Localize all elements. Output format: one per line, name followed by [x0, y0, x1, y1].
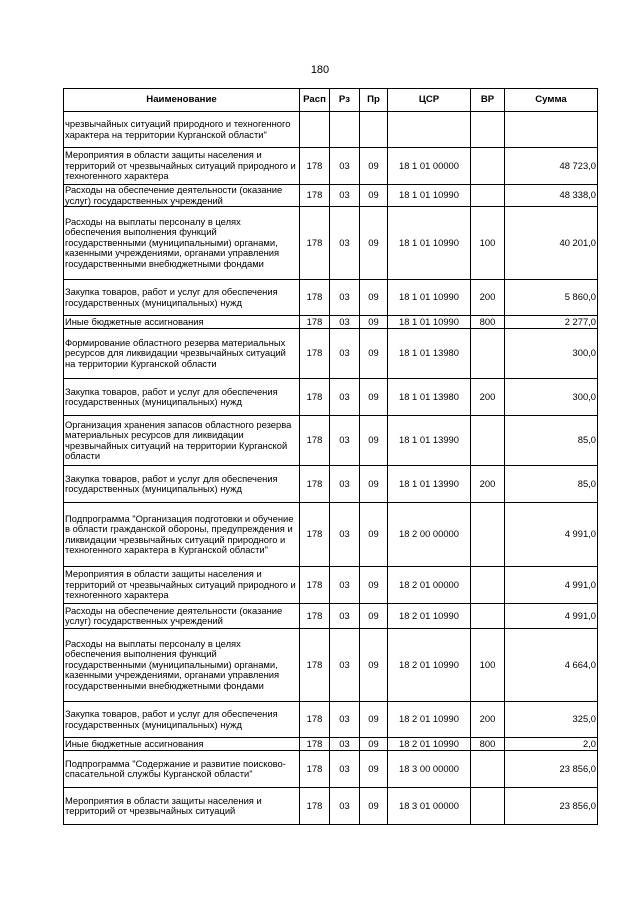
cell-rasp: 178	[300, 207, 330, 280]
header-vr: ВР	[471, 89, 505, 112]
table-row	[64, 702, 598, 738]
cell-rasp: 178	[300, 329, 330, 379]
cell-rasp: 178	[300, 280, 330, 316]
cell-name: Мероприятия в области защиты населения и территорий от чрезвычайных ситуаций природного и техногенного характера	[64, 148, 300, 185]
header-csr: ЦСР	[388, 89, 471, 112]
cell-csr: 18 3 00 00000	[388, 751, 471, 788]
table-row	[64, 751, 598, 788]
cell-vr: 800	[471, 738, 505, 751]
cell-pr: 09	[360, 148, 388, 185]
table-row	[64, 280, 598, 316]
cell-rasp: 178	[300, 416, 330, 466]
cell-vr	[471, 148, 505, 185]
cell-pr: 09	[360, 329, 388, 379]
cell-sum: 48 338,0	[505, 185, 598, 207]
cell-sum: 85,0	[505, 466, 598, 503]
cell-rz: 03	[330, 148, 360, 185]
cell-rasp: 178	[300, 567, 330, 604]
cell-csr: 18 1 01 10990	[388, 316, 471, 329]
header-rz: Рз	[330, 89, 360, 112]
cell-csr: 18 1 01 10990	[388, 185, 471, 207]
cell-sum: 4 664,0	[505, 629, 598, 702]
cell-rasp: 178	[300, 148, 330, 185]
cell-vr	[471, 567, 505, 604]
cell-vr: 200	[471, 280, 505, 316]
cell-sum: 23 856,0	[505, 788, 598, 825]
cell-csr	[388, 112, 471, 148]
table-row	[64, 207, 598, 280]
cell-rasp: 178	[300, 604, 330, 629]
cell-rz	[330, 112, 360, 148]
cell-name: Подпрограмма "Организация подготовки и обучение в области гражданской обороны, предупреждения и ликвидации чрезвычайных ситуаций природного и техногенного характера в Курганской области"	[64, 503, 300, 567]
cell-name: Иные бюджетные ассигнования	[64, 738, 300, 751]
cell-rz: 03	[330, 207, 360, 280]
cell-vr	[471, 185, 505, 207]
cell-rz: 03	[330, 329, 360, 379]
table-row	[64, 316, 598, 329]
cell-rz: 03	[330, 316, 360, 329]
cell-csr: 18 2 00 00000	[388, 503, 471, 567]
cell-sum: 300,0	[505, 329, 598, 379]
cell-rasp: 178	[300, 629, 330, 702]
cell-sum: 2 277,0	[505, 316, 598, 329]
cell-rz: 03	[330, 751, 360, 788]
cell-vr	[471, 751, 505, 788]
cell-csr: 18 2 01 10990	[388, 738, 471, 751]
cell-csr: 18 1 01 13980	[388, 379, 471, 416]
cell-sum: 325,0	[505, 702, 598, 738]
cell-rz: 03	[330, 629, 360, 702]
cell-name: Закупка товаров, работ и услуг для обеспечения государственных (муниципальных) нужд	[64, 379, 300, 416]
cell-rasp: 178	[300, 185, 330, 207]
cell-rz: 03	[330, 788, 360, 825]
cell-csr: 18 1 01 10990	[388, 280, 471, 316]
cell-vr	[471, 416, 505, 466]
cell-sum: 4 991,0	[505, 567, 598, 604]
cell-name: Иные бюджетные ассигнования	[64, 316, 300, 329]
cell-rz: 03	[330, 503, 360, 567]
header-sum: Сумма	[505, 89, 598, 112]
table-row	[64, 466, 598, 503]
cell-pr: 09	[360, 379, 388, 416]
cell-pr: 09	[360, 751, 388, 788]
table-row	[64, 416, 598, 466]
cell-rz: 03	[330, 567, 360, 604]
cell-rz: 03	[330, 738, 360, 751]
cell-vr: 200	[471, 379, 505, 416]
cell-rz: 03	[330, 280, 360, 316]
cell-pr: 09	[360, 280, 388, 316]
cell-csr: 18 1 01 10990	[388, 207, 471, 280]
cell-name: Формирование областного резерва материальных ресурсов для ликвидации чрезвычайных ситуаций на территории Курганской области	[64, 329, 300, 379]
cell-name: Расходы на выплаты персоналу в целях обеспечения выполнения функций государственными (муниципальными) органами, казенными учреждениями, органами управления государственными внебюджетными фондами	[64, 207, 300, 280]
cell-pr: 09	[360, 416, 388, 466]
cell-sum: 300,0	[505, 379, 598, 416]
cell-rz: 03	[330, 466, 360, 503]
cell-csr: 18 2 01 00000	[388, 567, 471, 604]
cell-csr: 18 2 01 10990	[388, 702, 471, 738]
cell-pr: 09	[360, 629, 388, 702]
cell-name: Расходы на выплаты персоналу в целях обеспечения выполнения функций государственными (муниципальными) органами, казенными учреждениями, органами управления государственными внебюджетными фондами	[64, 629, 300, 702]
cell-sum: 85,0	[505, 416, 598, 466]
table-row	[64, 329, 598, 379]
cell-sum: 4 991,0	[505, 503, 598, 567]
cell-rz: 03	[330, 702, 360, 738]
header-pr: Пр	[360, 89, 388, 112]
cell-name: Расходы на обеспечение деятельности (оказание услуг) государственных учреждений	[64, 604, 300, 629]
cell-pr: 09	[360, 207, 388, 280]
table-row	[64, 629, 598, 702]
cell-csr: 18 1 01 13990	[388, 466, 471, 503]
cell-vr: 200	[471, 702, 505, 738]
cell-rasp: 178	[300, 316, 330, 329]
cell-rasp: 178	[300, 379, 330, 416]
cell-pr: 09	[360, 567, 388, 604]
cell-csr: 18 3 01 00000	[388, 788, 471, 825]
cell-sum	[505, 112, 598, 148]
table-row	[64, 604, 598, 629]
cell-name: Расходы на обеспечение деятельности (оказание услуг) государственных учреждений	[64, 185, 300, 207]
table-row	[64, 567, 598, 604]
cell-rz: 03	[330, 604, 360, 629]
cell-vr: 200	[471, 466, 505, 503]
header-rasp: Расп	[300, 89, 330, 112]
cell-sum: 4 991,0	[505, 604, 598, 629]
cell-rz: 03	[330, 185, 360, 207]
cell-vr	[471, 788, 505, 825]
cell-name: Организация хранения запасов областного резерва материальных ресурсов для ликвидации чрезвычайных ситуаций на территории Курганской области	[64, 416, 300, 466]
cell-name: Мероприятия в области защиты населения и территорий от чрезвычайных ситуаций	[64, 788, 300, 825]
cell-name: Закупка товаров, работ и услуг для обеспечения государственных (муниципальных) нужд	[64, 280, 300, 316]
cell-rasp: 178	[300, 702, 330, 738]
cell-rasp: 178	[300, 788, 330, 825]
cell-name: Мероприятия в области защиты населения и территорий от чрезвычайных ситуаций природного и техногенного характера	[64, 567, 300, 604]
cell-csr: 18 1 01 13980	[388, 329, 471, 379]
cell-pr: 09	[360, 316, 388, 329]
cell-name: Закупка товаров, работ и услуг для обеспечения государственных (муниципальных) нужд	[64, 466, 300, 503]
cell-vr	[471, 329, 505, 379]
cell-name: чрезвычайных ситуаций природного и техногенного характера на территории Курганской области"	[64, 112, 300, 148]
table-row	[64, 788, 598, 825]
cell-pr	[360, 112, 388, 148]
cell-pr: 09	[360, 604, 388, 629]
cell-vr	[471, 503, 505, 567]
page-number: 180	[310, 64, 330, 76]
table-row	[64, 185, 598, 207]
table-header-row	[64, 89, 598, 112]
cell-pr: 09	[360, 788, 388, 825]
cell-vr	[471, 112, 505, 148]
cell-sum: 5 860,0	[505, 280, 598, 316]
cell-pr: 09	[360, 738, 388, 751]
cell-sum: 40 201,0	[505, 207, 598, 280]
cell-name: Подпрограмма "Содержание и развитие поисково-спасательной службы Курганской области"	[64, 751, 300, 788]
cell-rasp	[300, 112, 330, 148]
table-row	[64, 379, 598, 416]
cell-pr: 09	[360, 466, 388, 503]
budget-table	[63, 88, 598, 825]
cell-csr: 18 2 01 10990	[388, 604, 471, 629]
cell-csr: 18 1 01 13990	[388, 416, 471, 466]
cell-sum: 2,0	[505, 738, 598, 751]
cell-pr: 09	[360, 185, 388, 207]
cell-pr: 09	[360, 503, 388, 567]
table-row	[64, 148, 598, 185]
cell-csr: 18 2 01 10990	[388, 629, 471, 702]
cell-pr: 09	[360, 702, 388, 738]
cell-rz: 03	[330, 379, 360, 416]
cell-vr: 800	[471, 316, 505, 329]
cell-rasp: 178	[300, 738, 330, 751]
cell-name: Закупка товаров, работ и услуг для обеспечения государственных (муниципальных) нужд	[64, 702, 300, 738]
cell-rz: 03	[330, 416, 360, 466]
cell-rasp: 178	[300, 503, 330, 567]
cell-vr: 100	[471, 629, 505, 702]
table-row	[64, 112, 598, 148]
cell-sum: 48 723,0	[505, 148, 598, 185]
cell-vr: 100	[471, 207, 505, 280]
cell-sum: 23 856,0	[505, 751, 598, 788]
cell-csr: 18 1 01 00000	[388, 148, 471, 185]
header-name: Наименование	[64, 89, 300, 112]
cell-rasp: 178	[300, 751, 330, 788]
table-row	[64, 503, 598, 567]
cell-rasp: 178	[300, 466, 330, 503]
table-row	[64, 738, 598, 751]
cell-vr	[471, 604, 505, 629]
